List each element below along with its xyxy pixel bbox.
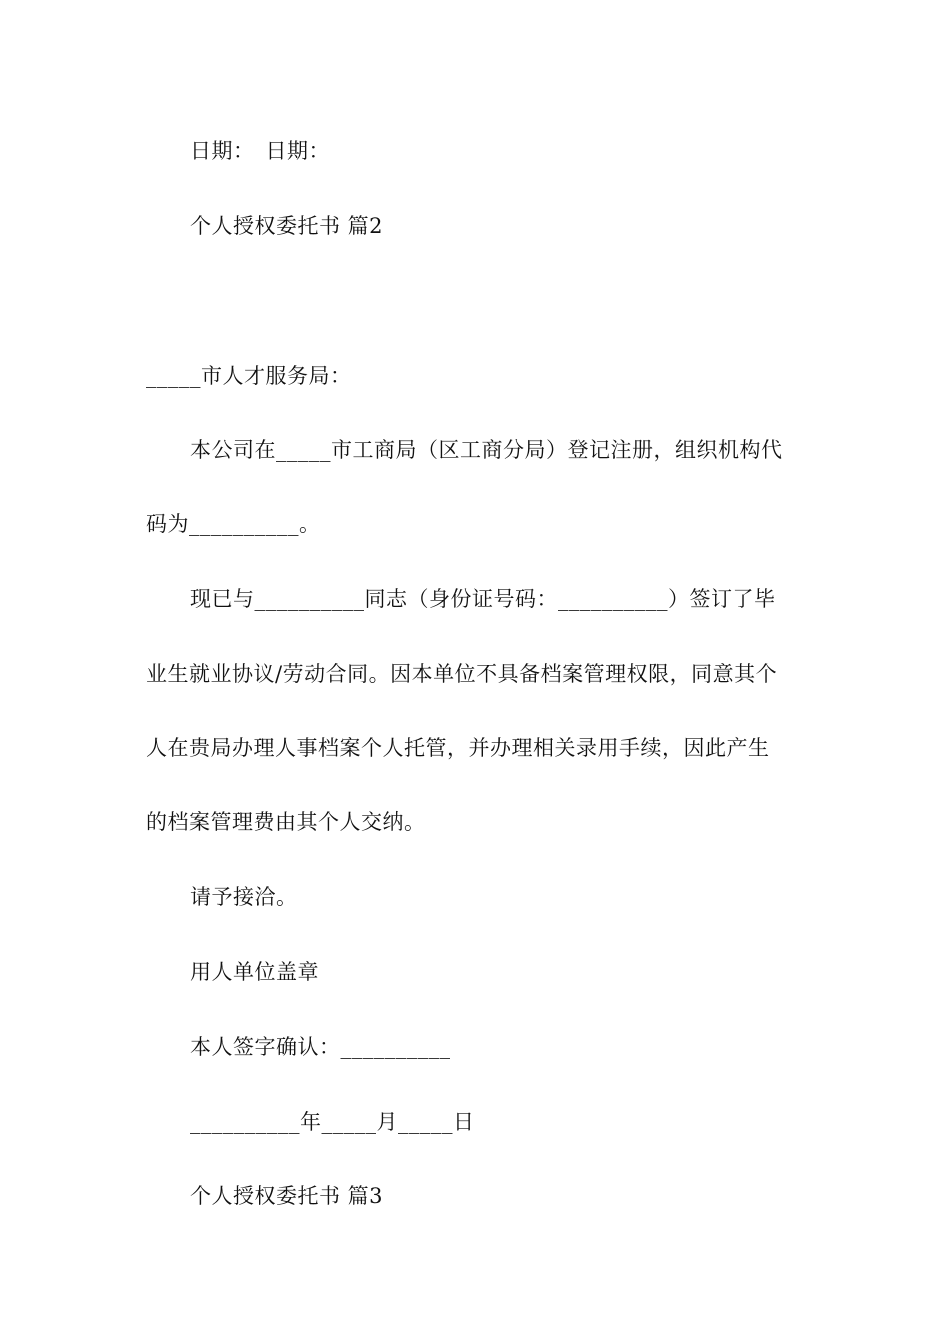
paragraph-2-line-2: 业生就业协议/劳动合同。因本单位不具备档案管理权限，同意其个 — [146, 662, 778, 686]
section-3-title: 个人授权委托书 篇3 — [190, 1184, 384, 1208]
paragraph-2-line-4: 的档案管理费由其个人交纳。 — [146, 810, 426, 834]
section-2-title: 个人授权委托书 篇2 — [190, 214, 384, 238]
paragraph-1-line-1: 本公司在_____市工商局（区工商分局）登记注册，组织机构代 — [190, 438, 783, 462]
paragraph-1-line-2: 码为__________。 — [146, 512, 321, 536]
paragraph-2-line-1: 现已与__________同志（身份证号码：__________）签订了毕 — [190, 587, 776, 611]
seal-line: 用人单位盖章 — [190, 960, 319, 984]
date-line: 日期： 日期： — [190, 139, 330, 163]
signature-line: 本人签字确认：__________ — [190, 1035, 451, 1059]
paragraph-2-line-3: 人在贵局办理人事档案个人托管，并办理相关录用手续，因此产生 — [146, 736, 770, 760]
request-line: 请予接洽。 — [190, 885, 298, 909]
date-blank-line: __________年_____月_____日 — [190, 1110, 475, 1134]
salutation: _____市人才服务局： — [146, 364, 352, 388]
